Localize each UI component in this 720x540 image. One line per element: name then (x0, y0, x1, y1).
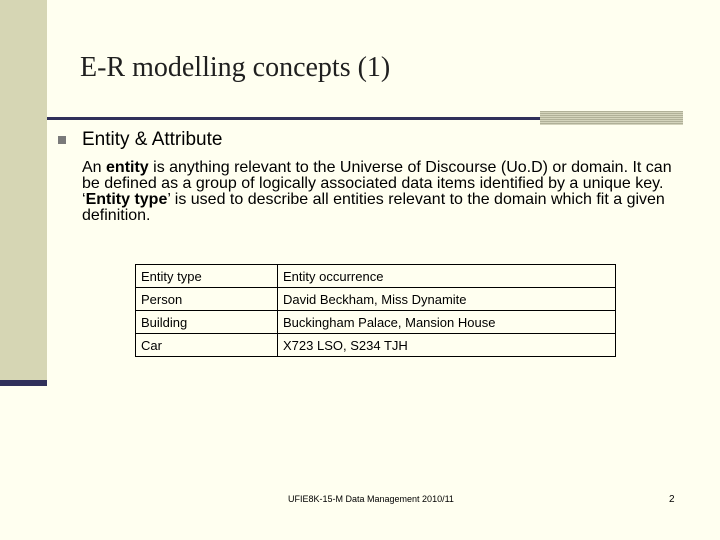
para-text-2: is anything relevant to the Universe of Discourse (Uo.D) or domain. It can be defined as a group of logically associated data items identified by a unique key. ‘ (82, 159, 672, 208)
table-cell: Buckingham Palace, Mansion House (278, 311, 616, 334)
page-number: 2 (669, 494, 675, 505)
table-header-row (136, 265, 616, 288)
slide-title: E-R modelling concepts (1) (80, 52, 391, 83)
slide-footer: UFIE8K-15-M Data Management 2010/11 (288, 494, 454, 504)
left-decorative-bar (0, 0, 47, 380)
para-text-3: ’ is used to describe all entities relevant to the domain which fit a given definition. (82, 191, 665, 224)
table-cell: X723 LSO, S234 TJH (278, 334, 616, 357)
title-rule-accent (540, 111, 683, 125)
table-row (136, 311, 616, 334)
table-cell: Building (136, 311, 278, 334)
table-cell: Car (136, 334, 278, 357)
bullet-square-icon (58, 136, 66, 144)
left-bar-base-line (0, 380, 47, 386)
para-text-1: An (82, 159, 107, 176)
para-bold-entity: entity (106, 159, 149, 176)
para-bold-entity-type: Entity type (85, 191, 168, 208)
definition-paragraph (82, 160, 672, 224)
title-underline (47, 117, 540, 120)
table-header-cell: Entity type (136, 265, 278, 288)
table-header-cell: Entity occurrence (278, 265, 616, 288)
table-row (136, 288, 616, 311)
table-row (136, 334, 616, 357)
entity-table (135, 264, 616, 357)
table-cell: David Beckham, Miss Dynamite (278, 288, 616, 311)
bullet-heading: Entity & Attribute (82, 129, 223, 150)
table-cell: Person (136, 288, 278, 311)
